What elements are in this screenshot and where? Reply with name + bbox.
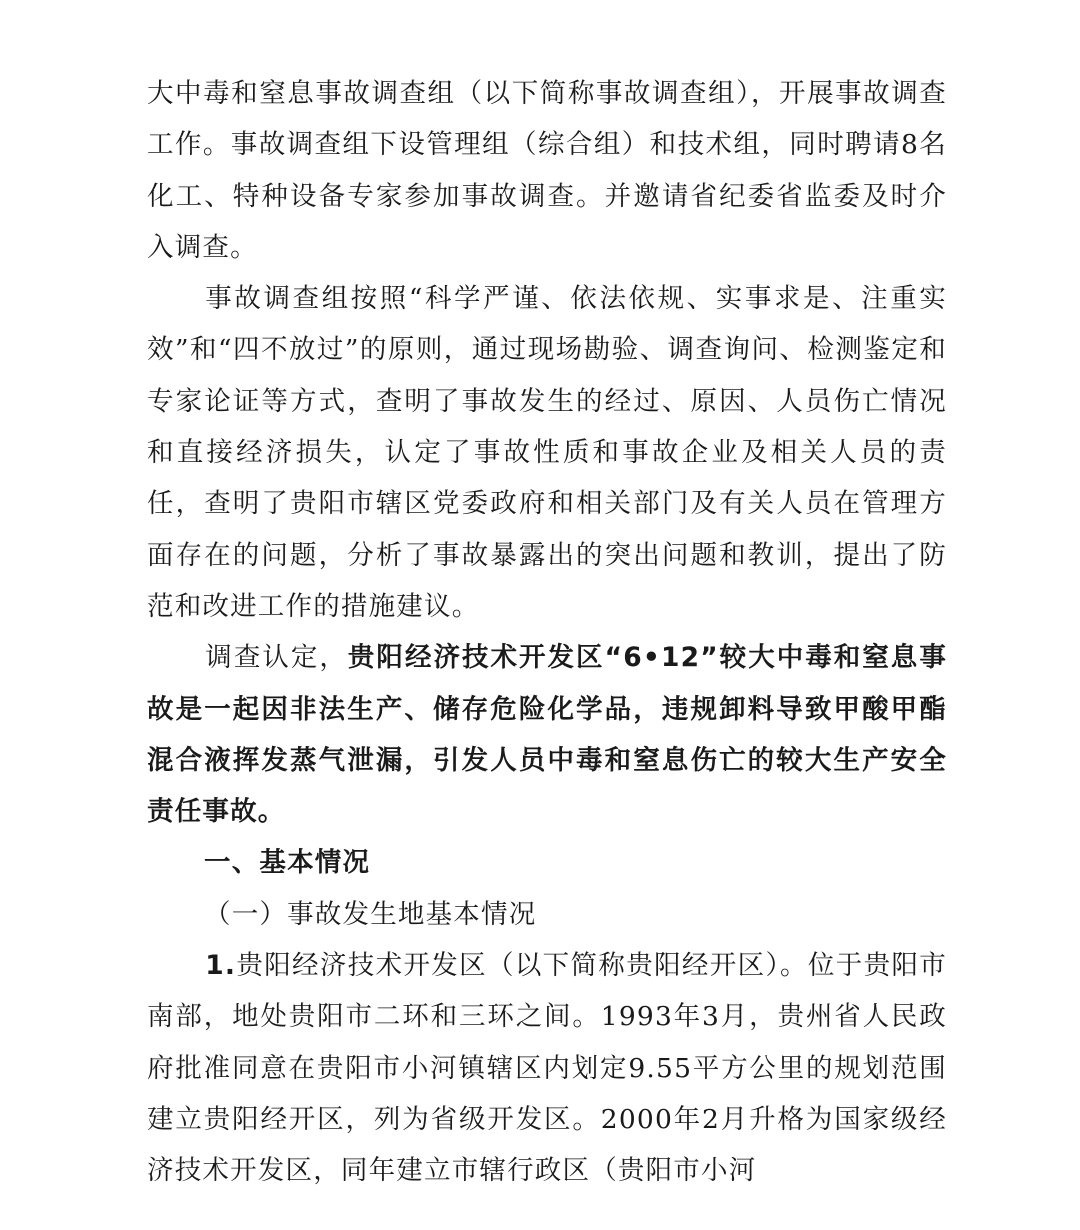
section-heading-basic-info: 一、基本情况 — [204, 847, 371, 879]
paragraph-investigation-principles: 事故调查组按照“科学严谨、依法依规、实事求是、注重实效”和“四不放过”的原则，通过现场勘验、调查询问、检测鉴定和专家论证等方式，查明了事故发生的经过、原因、人员伤亡情况和直接经济损失，认定了事故性质和事故企业及相关人员的责任，查明了贵阳市辖区党委政府和相关部门及有关人员在管理方面存在的问题，分析了事故暴露出的突出问题和教训，提出了防范和改进工作的措施建议。 — [147, 283, 947, 622]
item-number: 1. — [205, 950, 237, 982]
conclusion-lead-text: 调查认定， — [205, 642, 348, 674]
paragraph-investigation-team: 大中毒和窒息事故调查组（以下简称事故调查组），开展事故调查工作。事故调查组下设管理组（综合组）和技术组，同时聘请8名化工、特种设备专家参加事故调查。并邀请省纪委省监委及时介入调查。 — [147, 78, 947, 263]
paragraph-development-zone — [147, 940, 947, 1196]
development-zone-text: 贵阳经济技术开发区（以下简称贵阳经开区）。位于贵阳市南部，地处贵阳市二环和三环之间。1993年3月，贵州省人民政府批准同意在贵阳市小河镇辖区内划定9.55平方公里的规划范围建立贵阳经开区，列为省级开发区。2000年2月升格为国家级经济技术开发区，同年建立市辖行政区（贵阳市小河 — [147, 950, 947, 1187]
conclusion-bold-text: 贵阳经济技术开发区“6•12”较大中毒和窒息事故是一起因非法生产、储存危险化学品，违规卸料导致甲酸甲酯混合液挥发蒸气泄漏，引发人员中毒和窒息伤亡的较大生产安全责任事故。 — [147, 642, 948, 828]
document-page — [147, 68, 947, 1197]
paragraph-investigation-conclusion — [147, 632, 947, 837]
subsection-heading-accident-site: （一）事故发生地基本情况 — [204, 898, 537, 930]
